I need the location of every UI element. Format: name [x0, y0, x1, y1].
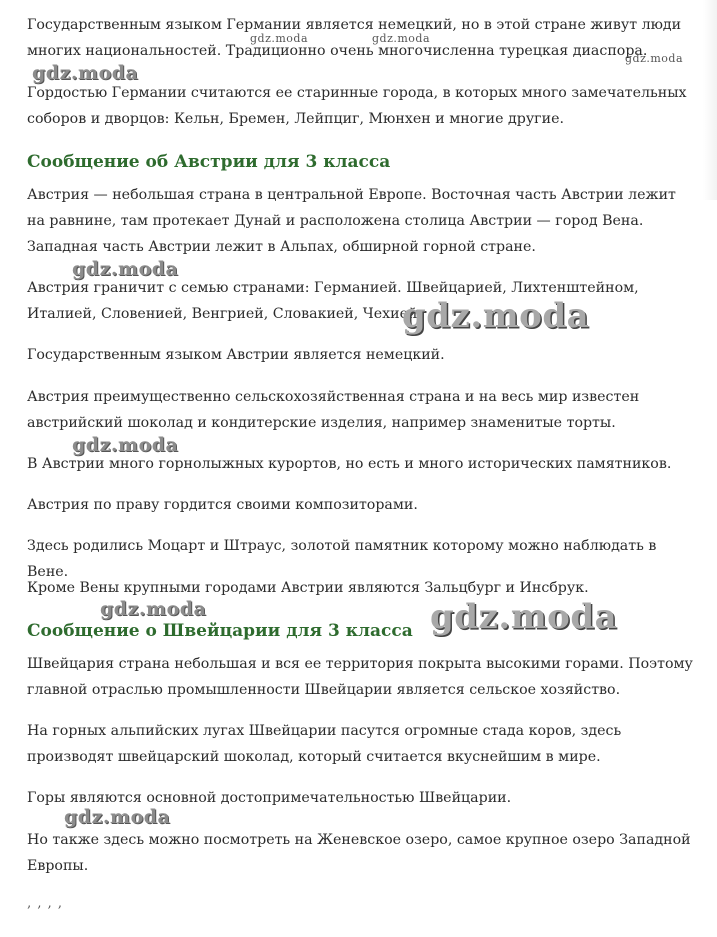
watermark: gdz.moda [72, 434, 179, 456]
watermark: gdz.moda [402, 296, 590, 336]
paragraph-austria-5: В Австрии много горнолыжных курортов, но есть и много исторических памятников. [27, 456, 672, 472]
watermark: gdz.moda [430, 597, 618, 637]
watermark: gdz.moda [100, 598, 207, 620]
heading-austria: Сообщение об Австрии для 3 класса [27, 152, 391, 172]
paragraph-switzerland-4: Но также здесь можно посмотреть на Женевское озеро, самое крупное озеро Западной Европы. [27, 832, 691, 874]
page-edge-shadow [703, 0, 717, 200]
cut-off-text: ‚ ‚ ‚ ‚ [27, 896, 63, 911]
watermark: gdz.moda [72, 258, 179, 280]
paragraph-switzerland-1: Швейцария страна небольшая и вся ее территория покрыта высокими горами. Поэтому главной отраслью промышленности Швейцарии является сельское хозяйство. [27, 656, 693, 698]
paragraph-austria-2: Австрия граничит с семью странами: Германией. Швейцарией, Лихтенштейном, Италией, Словенией, Венгрией, Словакией, Чехией. [27, 280, 639, 322]
watermark: gdz.moda [372, 32, 431, 45]
paragraph-switzerland-2: На горных альпийских лугах Швейцарии пасутся огромные стада коров, здесь производят швейцарский шоколад, который считается вкуснейшим в мире. [27, 723, 622, 765]
paragraph-austria-6: Австрия по праву гордится своими композиторами. [27, 497, 418, 513]
watermark: gdz.moda [625, 52, 684, 65]
paragraph-austria-4: Австрия преимущественно сельскохозяйственная страна и на весь мир известен австрийский шоколад и кондитерские изделия, например знаменитые торты. [27, 389, 640, 431]
heading-switzerland: Сообщение о Швейцарии для 3 класса [27, 621, 413, 641]
paragraph-germany-cities: Гордостью Германии считаются ее старинные города, в которых много замечательных соборов и дворцов: Кельн, Бремен, Лейпциг, Мюнхен и многие другие. [27, 85, 687, 127]
paragraph-austria-8: Кроме Вены крупными городами Австрии являются Зальцбург и Инсбрук. [27, 580, 589, 596]
paragraph-germany-language: Государственным языком Германии является немецкий, но в этой стране живут люди многих национальностей. Традиционно очень многочисленна турецкая диаспора. [27, 17, 682, 59]
watermark: gdz.moda [64, 806, 171, 828]
paragraph-austria-7: Здесь родились Моцарт и Штраус, золотой памятник которому можно наблюдать в Вене. [27, 538, 657, 580]
paragraph-switzerland-3: Горы являются основной достопримечательностью Швейцарии. [27, 790, 512, 806]
paragraph-austria-3: Государственным языком Австрии является немецкий. [27, 347, 445, 363]
watermark: gdz.moda [32, 62, 139, 84]
paragraph-austria-1: Австрия — небольшая страна в центральной Европе. Восточная часть Австрии лежит на равнине, там протекает Дунай и расположена столица Австрии — город Вена. Западная часть Австрии лежит в Альпах, обширной горной стране. [27, 187, 676, 255]
watermark: gdz.moda [250, 32, 309, 45]
